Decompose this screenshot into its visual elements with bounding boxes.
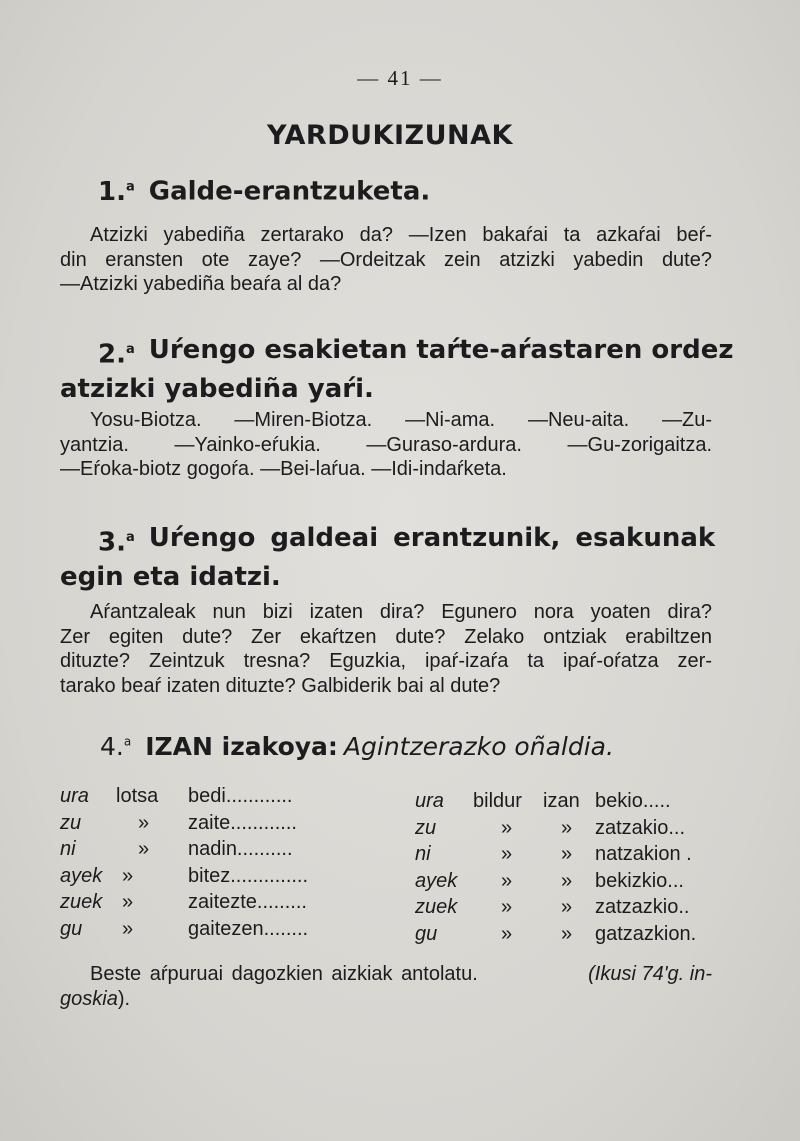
section-3-paragraph [60,600,712,698]
page-number: — 41 — [357,66,443,90]
section-number: 1.$^a$ [98,176,135,207]
ditto-mark: » [122,864,134,887]
text-line: Yosu-Biotza. —Miren-Biotza. —Ni-ama. —Neu-aita. —Zu- [90,409,712,431]
section-title-line: Uŕengo galdeai erantzunik, esakunak [148,523,716,553]
verb-form: natzakion . [595,843,692,865]
section-1-paragraph [60,223,712,297]
section-number: 3.$^a$ [98,527,135,558]
closing-instruction [60,962,712,1011]
section-number: 4.$^a$ [100,732,132,761]
verb-form: zatzakio... [595,816,686,839]
conjugation-row [415,815,715,842]
conjugation-row [60,810,360,837]
ditto-mark: » [561,896,573,918]
instruction-text: ). [117,987,131,1010]
conjugation-row [415,788,715,815]
pronoun: zu [60,811,82,834]
text-line: Aŕantzaleak nun bizi izaten dira? Egunero nora yoaten dira? [90,601,712,623]
ditto-mark: » [561,869,573,892]
section-title-line: Uŕengo esakietan taŕte-aŕastaren ordez [148,335,734,365]
pronoun: zuek [415,896,458,918]
section-title: IZAN izakoya: [145,732,338,761]
ditto-mark: » [501,816,513,839]
auxiliary-word: lotsa [116,785,159,807]
pronoun: ni [60,838,76,860]
conjugation-row [415,921,715,948]
ditto-mark: » [561,922,573,945]
ditto-mark: » [138,811,150,834]
text-line: yantzia. —Yainko-eŕukia. —Guraso-ardura. —Gu-zorigaitza. [60,433,712,456]
pronoun: gu [60,917,83,940]
conjugation-row [60,889,360,916]
pronoun: ura [415,790,444,812]
section-1-heading [98,170,750,209]
section-4-heading [100,732,614,761]
pronoun: ni [415,843,431,865]
text-line: —Eŕoka-biotz gogoŕa. —Bei-laŕua. —Idi-indaŕketa. [60,458,507,480]
verb-form: bekio..... [595,790,671,812]
conjugation-table-left [60,783,360,942]
text-line: din eransten ote zaye? —Ordeitzak zein atzizki yabedin dute? [60,248,712,271]
section-title-line: atzizki yabediña yaŕi. [60,373,374,404]
conjugation-row [60,836,360,863]
verb-form: zaite............ [188,811,297,834]
conjugation-row [60,783,360,810]
pronoun: gu [415,922,438,945]
auxiliary-word: izan [543,790,580,812]
ditto-mark: » [501,869,513,892]
pronoun: zu [415,816,437,839]
instruction-text: Beste aŕpuruai dagozkien aizkiak antolatu. [90,963,478,985]
verb-form: zaitezte......... [188,891,307,913]
verb-form: gatzazkion. [595,922,697,945]
section-title-line: egin eta idatzi. [60,561,281,592]
section-3-heading [60,521,716,594]
verb-form: zatzazkio.. [595,896,690,918]
pronoun: ayek [60,864,103,887]
section-2-paragraph [60,408,712,482]
section-number: 2.$^a$ [98,339,135,370]
section-subtitle: Agintzerazko oñaldia. [343,732,614,761]
ditto-mark: » [501,896,513,918]
verb-form: nadin.......... [188,838,293,860]
pronoun: zuek [60,891,103,913]
ditto-mark: » [561,843,573,865]
auxiliary-word: bildur [473,790,522,812]
text-line: —Atzizki yabediña beaŕa al da? [60,273,342,295]
reference-text: (Ikusi 74'g. in- [588,963,712,985]
ditto-mark: » [501,922,513,945]
ditto-mark: » [122,891,134,913]
reference-text: goskia [60,987,118,1010]
verb-form: bekizkio... [595,869,684,892]
conjugation-row [60,916,360,943]
verb-form: gaitezen........ [188,917,309,940]
page-title: YARDUKIZUNAK [267,120,513,151]
text-line: Atzizki yabediña zertarako da? —Izen bakaŕai ta azkaŕai beŕ- [90,224,712,246]
conjugation-row [60,863,360,890]
conjugation-row [415,841,715,868]
ditto-mark: » [138,838,150,860]
ditto-mark: » [501,843,513,865]
section-2-heading [60,333,734,406]
conjugation-row [415,894,715,921]
pronoun: ura [60,785,89,807]
pronoun: ayek [415,869,458,892]
ditto-mark: » [122,917,134,940]
verb-form: bedi............ [188,785,293,807]
section-title: Galde-erantzuketa. [148,176,431,207]
ditto-mark: » [561,816,573,839]
text-line: Zer egiten dute? Zer ekaŕtzen dute? Zelako ontziak erabiltzen [60,625,712,648]
text-line: dituzte? Zeintzuk tresna? Eguzkia, ipaŕ-izaŕa ta ipaŕ-oŕatza zer- [60,650,712,672]
text-line: tarako beaŕ izaten dituzte? Galbiderik bai al dute? [60,674,501,697]
conjugation-row [415,868,715,895]
verb-form: bitez.............. [188,864,309,887]
conjugation-table-right [415,788,715,947]
